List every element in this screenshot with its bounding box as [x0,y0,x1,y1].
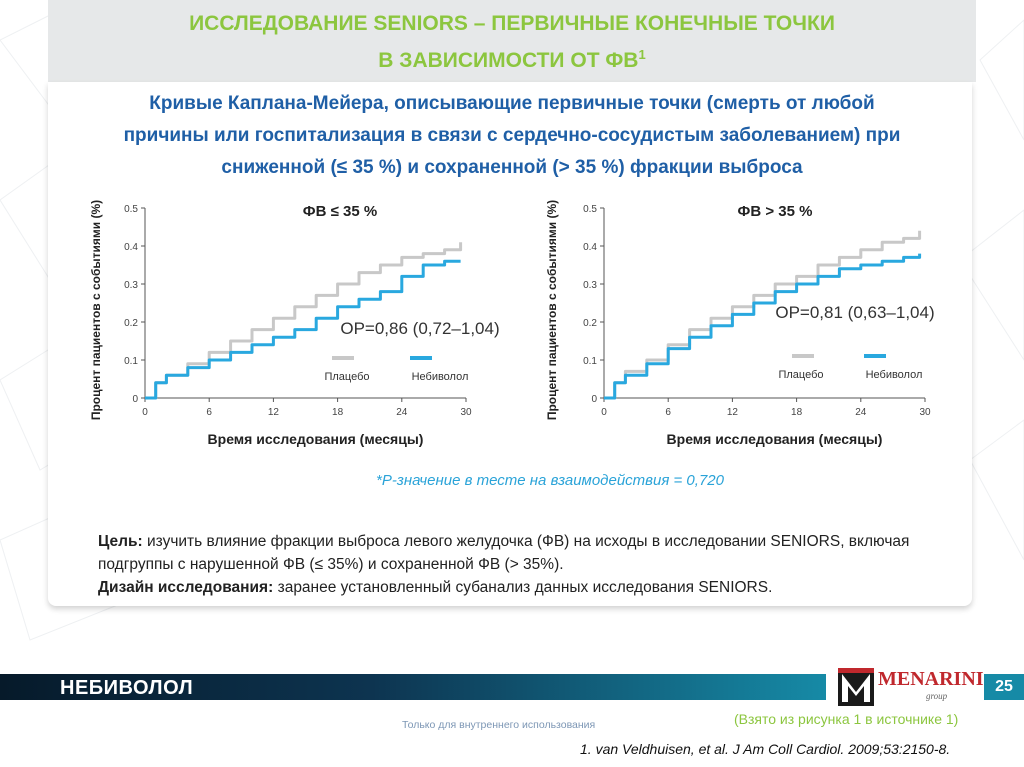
x-tick-label: 12 [726,407,738,418]
y-tick-label: 0.1 [124,356,138,367]
y-axis-label: Процент пациентов с событиями (%) [545,199,559,421]
legend-label-nebivolol: Небиволол [411,371,469,383]
x-tick-label: 0 [142,407,148,418]
design-label: Дизайн исследования: [98,579,274,596]
internal-use-note: Только для внутреннего использования [402,719,596,731]
y-tick-label: 0 [132,394,138,405]
x-tick-label: 30 [919,407,931,418]
x-tick-label: 12 [267,407,279,418]
goal-paragraph [98,530,958,576]
design-paragraph [98,576,958,599]
x-tick-label: 6 [206,407,212,418]
y-tick-label: 0.1 [583,356,597,367]
design-text: заранее установленный субанализ данных исследования SENIORS. [273,579,773,596]
x-tick-label: 18 [791,407,803,418]
chart-2 [545,200,935,447]
p-value-note: *Р-значение в тесте на взаимодействия = 0,720 [376,472,724,489]
legend-label-placebo: Плацебо [324,371,370,383]
chart-title: ФВ > 35 % [737,203,813,220]
source-note: (Взято из рисунка 1 в источнике 1) [734,711,959,727]
hazard-ratio-annotation: ОР=0,86 (0,72–1,04) [340,319,500,338]
x-tick-label: 30 [460,407,472,418]
x-tick-label: 6 [665,407,671,418]
citation: 1. van Veldhuisen, et al. J Am Coll Cardiol. 2009;53:2150-8. [580,741,951,757]
goal-text: изучить влияние фракции выброса левого желудочка (ФВ) на исходы в исследовании SENIORS, включая подгруппы с нарушенной ФВ (≤ 35%) и сохраненной ФВ (> 35%). [98,533,910,573]
x-tick-label: 0 [601,407,607,418]
x-tick-label: 18 [332,407,344,418]
logo-text: MENARINI [878,668,984,690]
y-tick-label: 0.5 [124,204,138,215]
y-tick-label: 0.4 [124,242,138,253]
page-number: 25 [995,678,1013,695]
legend-label-placebo: Плацебо [778,369,824,381]
title-superscript: 1 [638,47,646,62]
x-axis-label: Время исследования (месяцы) [207,431,424,447]
legend-label-nebivolol: Небиволол [865,369,923,381]
x-axis-label: Время исследования (месяцы) [666,431,883,447]
hazard-ratio-annotation: ОР=0,81 (0,63–1,04) [775,303,935,322]
x-tick-label: 24 [855,407,867,418]
goal-label: Цель: [98,533,143,550]
subtitle-line2: причины или госпитализация в связи с сердечно-сосудистым заболеванием) при [123,125,901,146]
subtitle-line1: Кривые Каплана-Мейера, описывающие первичные точки (смерть от любой [149,93,875,114]
chart-1 [89,200,500,447]
slide-title-line2-text: В ЗАВИСИМОСТИ ОТ ФВ [378,49,639,72]
slide-title-line1: ИССЛЕДОВАНИЕ SENIORS – ПЕРВИЧНЫЕ КОНЕЧНЫЕ ТОЧКИ [189,12,835,35]
y-tick-label: 0.2 [124,318,138,329]
y-tick-label: 0.4 [583,242,597,253]
logo-subtext: group [926,691,948,701]
y-tick-label: 0.5 [583,204,597,215]
subtitle-line3: сниженной (≤ 35 %) и сохраненной (> 35 %) фракции выброса [221,157,803,178]
y-tick-label: 0.3 [583,280,597,291]
y-tick-label: 0.3 [124,280,138,291]
chart-title: ФВ ≤ 35 % [302,203,378,220]
y-tick-label: 0.2 [583,318,597,329]
y-axis-label: Процент пациентов с событиями (%) [89,199,103,421]
y-tick-label: 0 [591,394,597,405]
brand-name: НЕБИВОЛОЛ [60,677,194,699]
study-info [98,530,958,599]
x-tick-label: 24 [396,407,408,418]
